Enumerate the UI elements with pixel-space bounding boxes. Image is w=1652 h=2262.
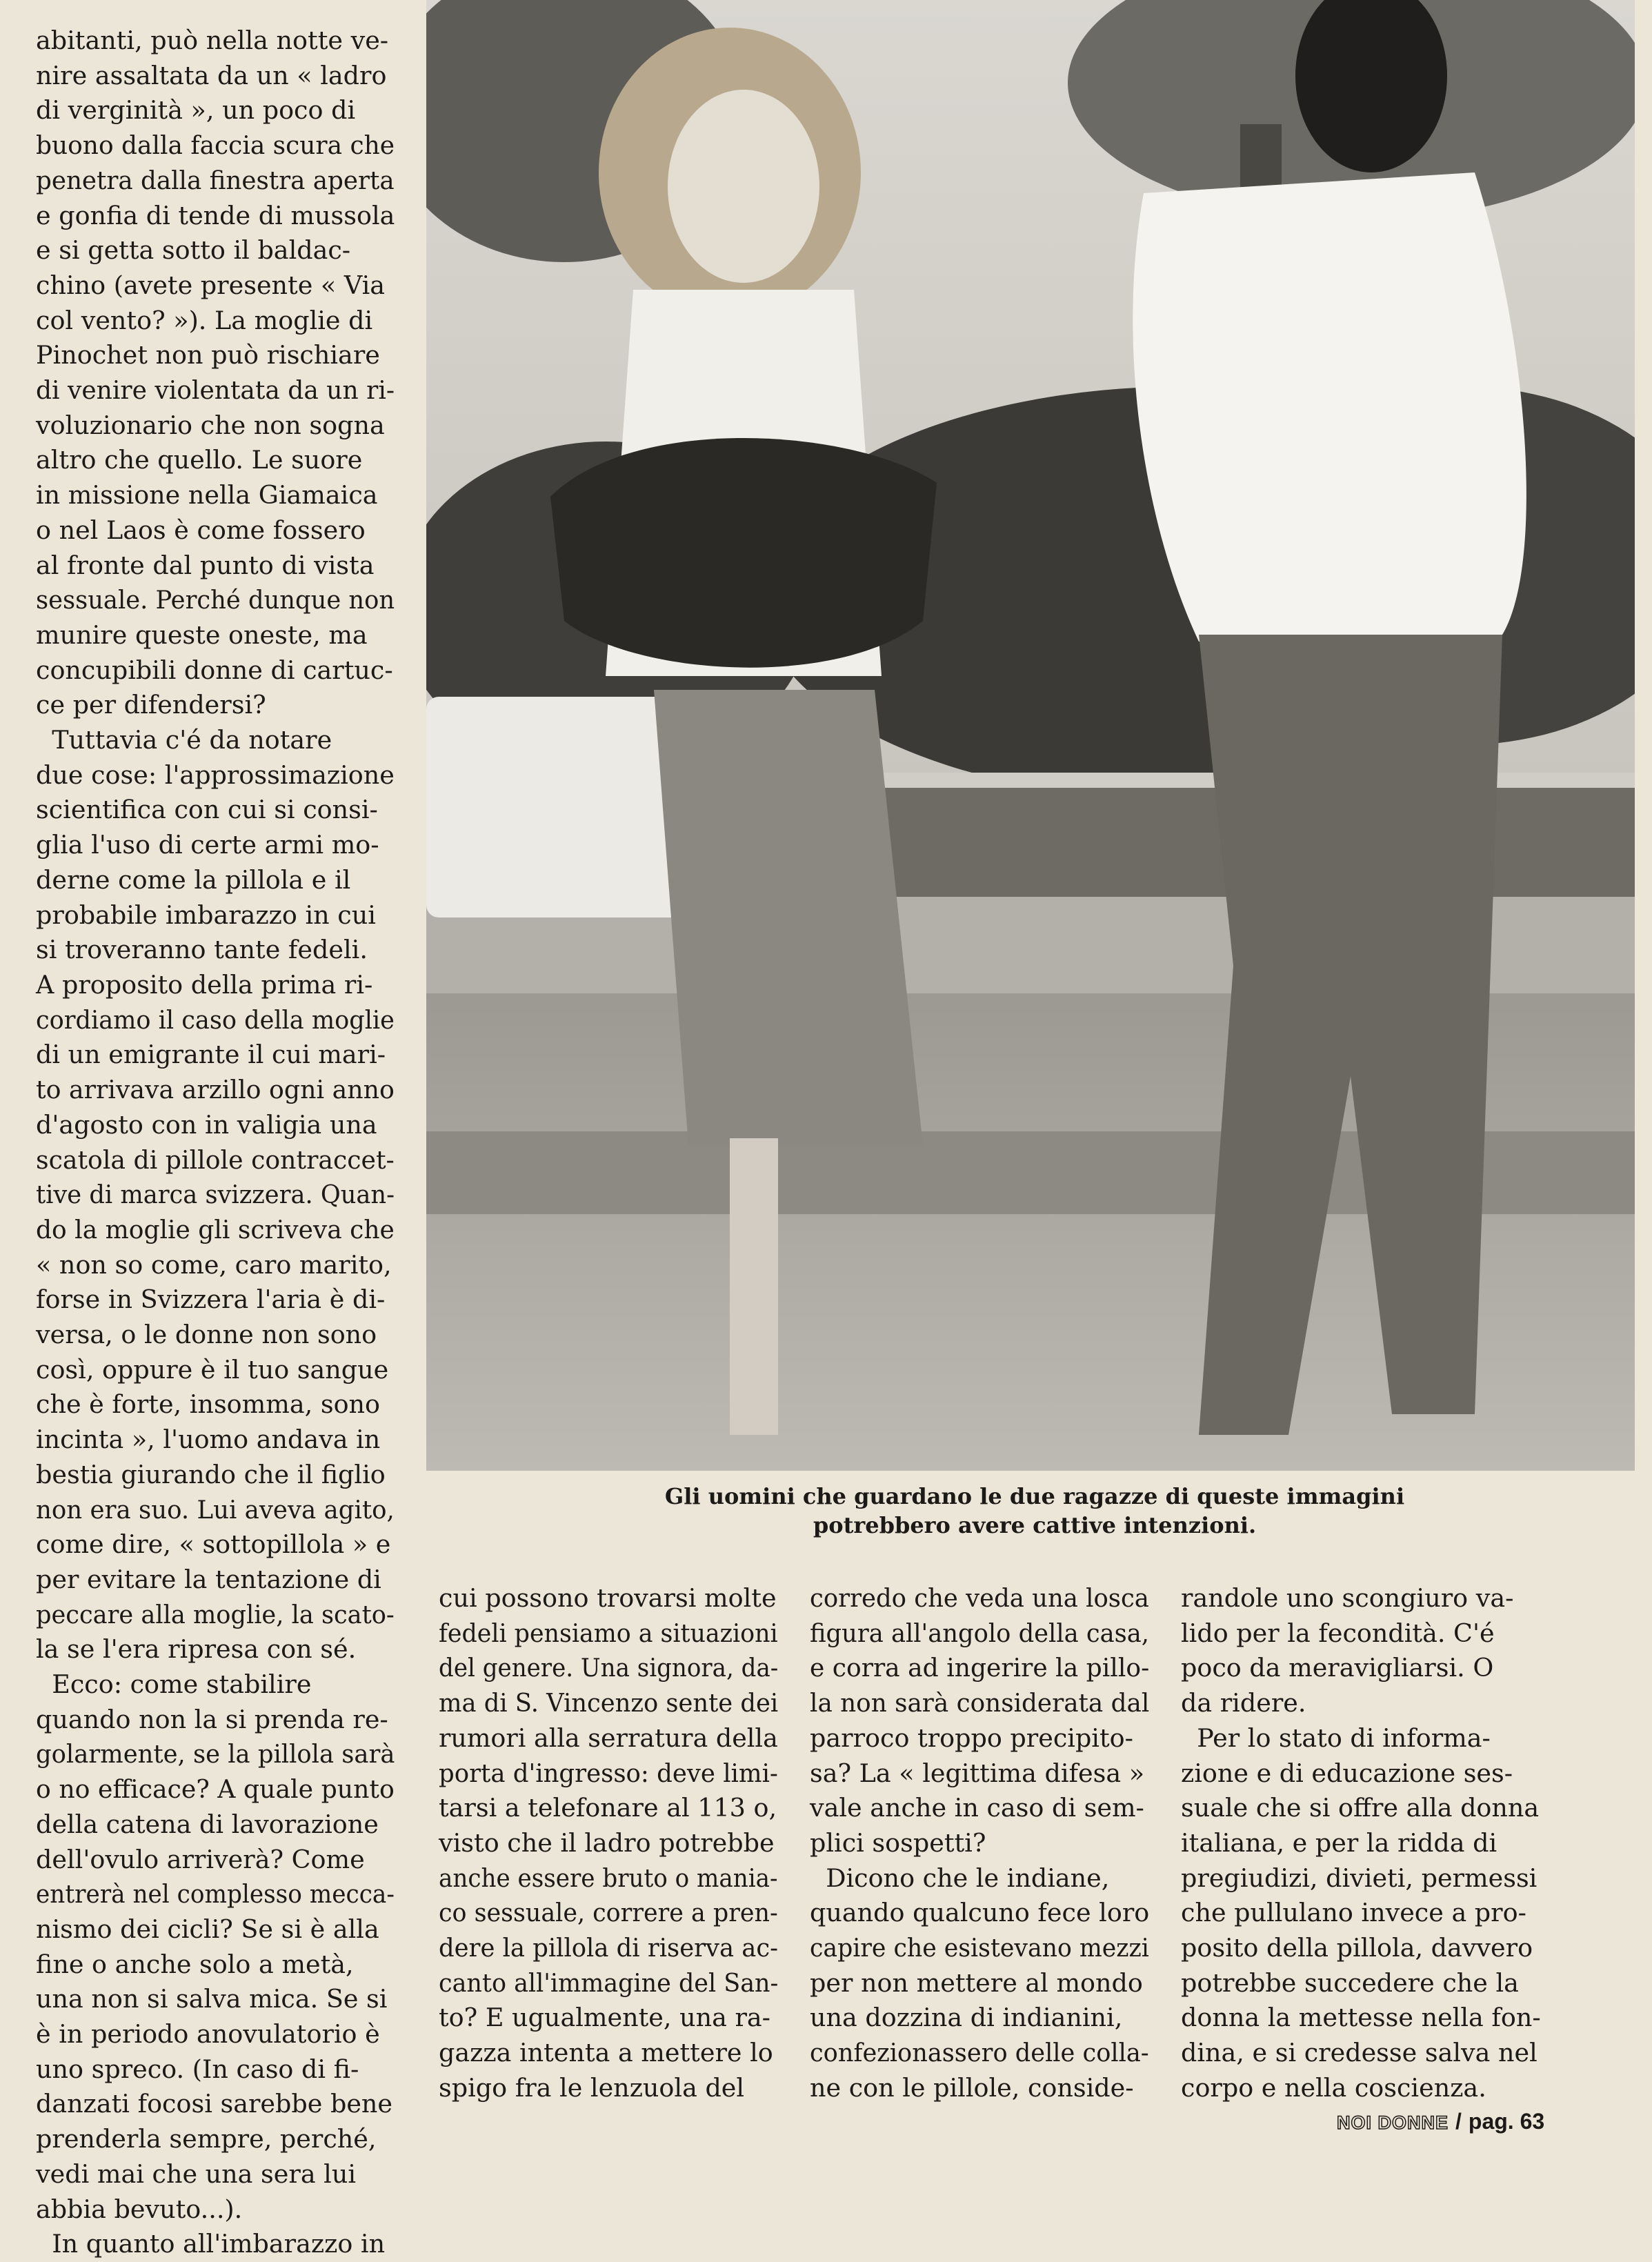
text-line: potrebbe succedere che la — [1181, 1967, 1519, 1998]
text-line: della catena di lavorazione — [36, 1809, 379, 1839]
photo-caption — [483, 1482, 1586, 1540]
text-line: la non sarà considerata dal — [810, 1688, 1150, 1718]
text-line: glia l'uso di certe armi mo- — [36, 830, 379, 860]
text-line: al fronte dal punto di vista — [36, 550, 375, 580]
text-line: donna la mettesse nella fon- — [1181, 2003, 1541, 2033]
text-line: capire che esistevano mezzi — [810, 1933, 1149, 1963]
text-line: due cose: l'approssimazione — [36, 760, 395, 790]
text-line: d'agosto con in valigia una — [36, 1109, 377, 1140]
text-line: Pinochet non può rischiare — [36, 340, 380, 370]
text-line: ma di S. Vincenzo sente dei — [439, 1688, 779, 1718]
text-line: sa? La « legittima difesa » — [810, 1758, 1145, 1788]
text-line: posito della pillola, davvero — [1181, 1933, 1533, 1963]
text-line: tarsi a telefonare al 113 o, — [439, 1793, 777, 1823]
woman-jacket — [550, 438, 937, 668]
text-line: del genere. Una signora, da- — [439, 1653, 779, 1683]
text-line: quando qualcuno fece loro — [810, 1898, 1150, 1928]
text-line: buono dalla faccia scura che — [36, 130, 395, 161]
woman-leg — [730, 1138, 778, 1435]
text-line: danzati focosi sarebbe bene — [36, 2089, 393, 2119]
caption-line: Gli uomini che guardano le due ragazze di queste immagini — [664, 1483, 1405, 1509]
text-line: col vento? »). La moglie di — [36, 305, 373, 335]
text-line: voluzionario che non sogna — [36, 410, 385, 440]
text-line: una dozzina di indianini, — [810, 2003, 1123, 2033]
text-line: uno spreco. (In caso di fi- — [36, 2054, 359, 2084]
text-line: lido per la fecondità. C'é — [1181, 1618, 1495, 1648]
text-line: corredo che veda una losca — [810, 1583, 1149, 1613]
text-line: probabile imbarazzo in cui — [36, 900, 376, 930]
text-line: che è forte, insomma, sono — [36, 1389, 381, 1420]
text-line: vale anche in caso di sem- — [810, 1793, 1144, 1823]
text-line: fedeli pensiamo a situazioni — [439, 1618, 778, 1648]
text-line: e corra ad ingerire la pillo- — [810, 1653, 1150, 1683]
text-line: e si getta sotto il baldac- — [36, 235, 351, 266]
text-line: di venire violentata da un ri- — [36, 375, 395, 406]
text-line: ce per difendersi? — [36, 690, 266, 720]
text-line: così, oppure è il tuo sangue — [36, 1354, 389, 1385]
text-line: suale che si offre alla donna — [1181, 1793, 1540, 1823]
text-column-4 — [1181, 1581, 1567, 2106]
text-column-1 — [36, 23, 395, 2262]
text-line: Ecco: come stabilire — [36, 1669, 312, 1700]
text-line: Per lo stato di informa- — [1181, 1723, 1491, 1753]
text-line: chino (avete presente « Via — [36, 270, 386, 300]
text-line: o no efficace? A quale punto — [36, 1774, 395, 1805]
text-line: spigo fra le lenzuola del — [439, 2072, 745, 2103]
text-line: Dicono che le indiane, — [810, 1863, 1110, 1893]
text-line: quando non la si prenda re- — [36, 1704, 388, 1734]
man-shirt — [1133, 172, 1526, 642]
text-line: penetra dalla finestra aperta — [36, 165, 395, 195]
text-line: to? E ugualmente, una ra- — [439, 2003, 770, 2033]
text-line: abbia bevuto...). — [36, 2194, 243, 2224]
text-line: anche essere bruto o mania- — [439, 1863, 778, 1893]
photograph — [426, 0, 1635, 1471]
text-line: dina, e si credesse salva nel — [1181, 2038, 1537, 2068]
text-line: che pullulano invece a pro- — [1181, 1898, 1526, 1928]
text-line: cui possono trovarsi molte — [439, 1583, 777, 1613]
text-line: peccare alla moglie, la scato- — [36, 1599, 395, 1629]
footer-separator: / — [1455, 2109, 1462, 2134]
text-line: Tuttavia c'é da notare — [36, 725, 332, 755]
text-line: canto all'immagine del San- — [439, 1967, 779, 1998]
text-line: sessuale. Perché dunque non — [36, 585, 395, 615]
text-line: nismo dei cicli? Se si è alla — [36, 1914, 379, 1944]
text-line: entrerà nel complesso mecca- — [36, 1879, 395, 1909]
text-line: A proposito della prima ri- — [36, 969, 373, 1000]
text-line: incinta », l'uomo andava in — [36, 1425, 381, 1455]
text-line: ne con le pillole, conside- — [810, 2072, 1134, 2103]
text-line: italiana, e per la ridda di — [1181, 1827, 1497, 1858]
text-line: prenderla sempre, perché, — [36, 2124, 377, 2154]
text-line: da ridere. — [1181, 1688, 1306, 1718]
text-line: figura all'angolo della casa, — [810, 1618, 1150, 1648]
text-line: bestia giurando che il figlio — [36, 1459, 386, 1489]
caption-line: potrebbero avere cattive intenzioni. — [813, 1512, 1257, 1538]
text-line: altro che quello. Le suore — [36, 445, 363, 475]
text-line: la se l'era ripresa con sé. — [36, 1634, 357, 1665]
page-footer — [1337, 2105, 1544, 2138]
text-line: versa, o le donne non sono — [36, 1320, 377, 1350]
text-line: concupibili donne di cartuc- — [36, 655, 393, 685]
text-line: rumori alla serratura della — [439, 1723, 778, 1753]
text-line: è in periodo anovulatorio è — [36, 2019, 380, 2050]
text-line: plici sospetti? — [810, 1827, 986, 1858]
text-line: come dire, « sottopillola » e — [36, 1529, 391, 1560]
text-column-3 — [810, 1581, 1149, 2106]
text-line: parroco troppo precipito- — [810, 1723, 1133, 1753]
text-line: tive di marca svizzera. Quan- — [36, 1180, 395, 1210]
text-line: gazza intenta a mettere lo — [439, 2038, 773, 2068]
text-line: co sessuale, correre a pren- — [439, 1898, 778, 1928]
page-number: pag. 63 — [1468, 2109, 1545, 2134]
text-line: e gonfia di tende di mussola — [36, 200, 395, 230]
text-line: pregiudizi, divieti, permessi — [1181, 1863, 1537, 1893]
text-line: di verginità », un poco di — [36, 95, 356, 126]
text-line: in missione nella Giamaica — [36, 480, 378, 510]
text-line: munire queste oneste, ma — [36, 619, 368, 650]
text-line: zione e di educazione ses- — [1181, 1758, 1513, 1788]
text-line: abitanti, può nella notte ve- — [36, 26, 389, 55]
woman-face — [668, 90, 819, 283]
text-line: scatola di pillole contraccet- — [36, 1144, 395, 1175]
text-line: dere la pillola di riserva ac- — [439, 1933, 779, 1963]
text-line: vedi mai che una sera lui — [36, 2159, 357, 2189]
text-line: confezionassero delle colla- — [810, 2038, 1149, 2068]
text-line: forse in Svizzera l'aria è di- — [36, 1284, 386, 1315]
text-line: In quanto all'imbarazzo in — [36, 2229, 386, 2259]
text-line: do la moglie gli scriveva che — [36, 1214, 395, 1244]
text-line: corpo e nella coscienza. — [1181, 2072, 1486, 2103]
text-line: o nel Laos è come fossero — [36, 515, 366, 545]
text-line: si troveranno tante fedeli. — [36, 935, 368, 965]
text-line: to arrivava arzillo ogni anno — [36, 1075, 395, 1105]
text-line: per non mettere al mondo — [810, 1967, 1143, 1998]
text-line: dell'ovulo arriverà? Come — [36, 1844, 365, 1874]
publication-masthead: NOI DONNE — [1337, 2112, 1449, 2133]
text-line: porta d'ingresso: deve limi- — [439, 1758, 778, 1788]
text-line: « non so come, caro marito, — [36, 1249, 392, 1280]
text-line: non era suo. Lui aveva agito, — [36, 1494, 395, 1525]
text-line: fine o anche solo a metà, — [36, 1949, 354, 1979]
text-column-2 — [439, 1581, 778, 2106]
text-line: nire assaltata da un « ladro — [36, 60, 387, 90]
text-line: visto che il ladro potrebbe — [439, 1827, 775, 1858]
text-line: golarmente, se la pillola sarà — [36, 1739, 395, 1769]
text-line: cordiamo il caso della moglie — [36, 1004, 395, 1035]
text-line: randole uno scongiuro va- — [1181, 1583, 1514, 1613]
text-line: una non si salva mica. Se si — [36, 1984, 388, 2014]
text-line: per evitare la tentazione di — [36, 1564, 381, 1594]
text-line: derne come la pillola e il — [36, 864, 351, 895]
text-line: di un emigrante il cui mari- — [36, 1040, 386, 1070]
text-line: scientifica con cui si consi- — [36, 795, 378, 825]
text-line: poco da meravigliarsi. O — [1181, 1653, 1494, 1683]
